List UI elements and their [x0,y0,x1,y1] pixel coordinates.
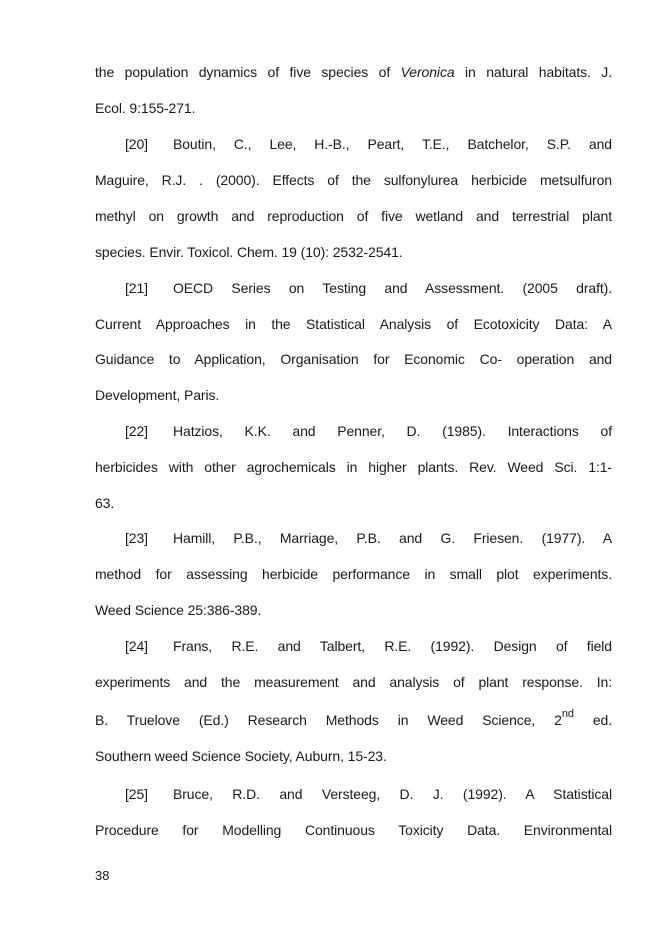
reference-22: [22] Hatzios, K.K. and Penner, D. (1985). Interactions of [125,423,612,439]
text-line: methyl on growth and reproduction of five wetland and terrestrial plant [95,208,612,224]
text-line: method for assessing herbicide performance in small plot experiments. [95,566,612,582]
ref-number: [25] [125,786,148,802]
text-line: Weed Science 25:386-389. [95,602,262,618]
text-line: the population dynamics of five species of Veronica in natural habitats. J. [95,64,612,80]
text-line: Guidance to Application, Organisation for Economic Co- operation and [95,351,612,367]
ref-number: [24] [125,638,148,654]
ref-number: [22] [125,423,148,439]
text-line: herbicides with other agrochemicals in higher plants. Rev. Weed Sci. 1:1- [95,459,612,475]
text-line: 63. [95,495,115,511]
text-line: Maguire, R.J. . (2000). Effects of the sulfonylurea herbicide metsulfuron [95,172,612,188]
reference-23: [23] Hamill, P.B., Marriage, P.B. and G. Friesen. (1977). A [125,530,612,546]
text-line: species. Envir. Toxicol. Chem. 19 (10): 2532-2541. [95,244,403,260]
text-line: Ecol. 9:155-271. [95,100,196,116]
ref-number: [23] [125,530,148,546]
text-line: Southern weed Science Society, Auburn, 15-23. [95,748,387,764]
text-line: B. Truelove (Ed.) Research Methods in Weed Science, 2nd ed. [95,708,612,728]
ref-number: [21] [125,280,148,296]
reference-25: [25] Bruce, R.D. and Versteeg, D. J. (1992). A Statistical [125,786,612,802]
text-line: Current Approaches in the Statistical Analysis of Ecotoxicity Data: A [95,316,612,332]
text-line: Development, Paris. [95,387,220,403]
ref-number: [20] [125,136,148,152]
reference-20: [20] Boutin, C., Lee, H.-B., Peart, T.E., Batchelor, S.P. and [125,136,612,152]
text-line: Procedure for Modelling Continuous Toxicity Data. Environmental [95,822,612,838]
reference-21: [21] OECD Series on Testing and Assessment. (2005 draft). [125,280,612,296]
text-line: experiments and the measurement and analysis of plant response. In: [95,674,612,690]
page-number: 38 [95,868,110,883]
reference-24: [24] Frans, R.E. and Talbert, R.E. (1992). Design of field [125,638,612,654]
